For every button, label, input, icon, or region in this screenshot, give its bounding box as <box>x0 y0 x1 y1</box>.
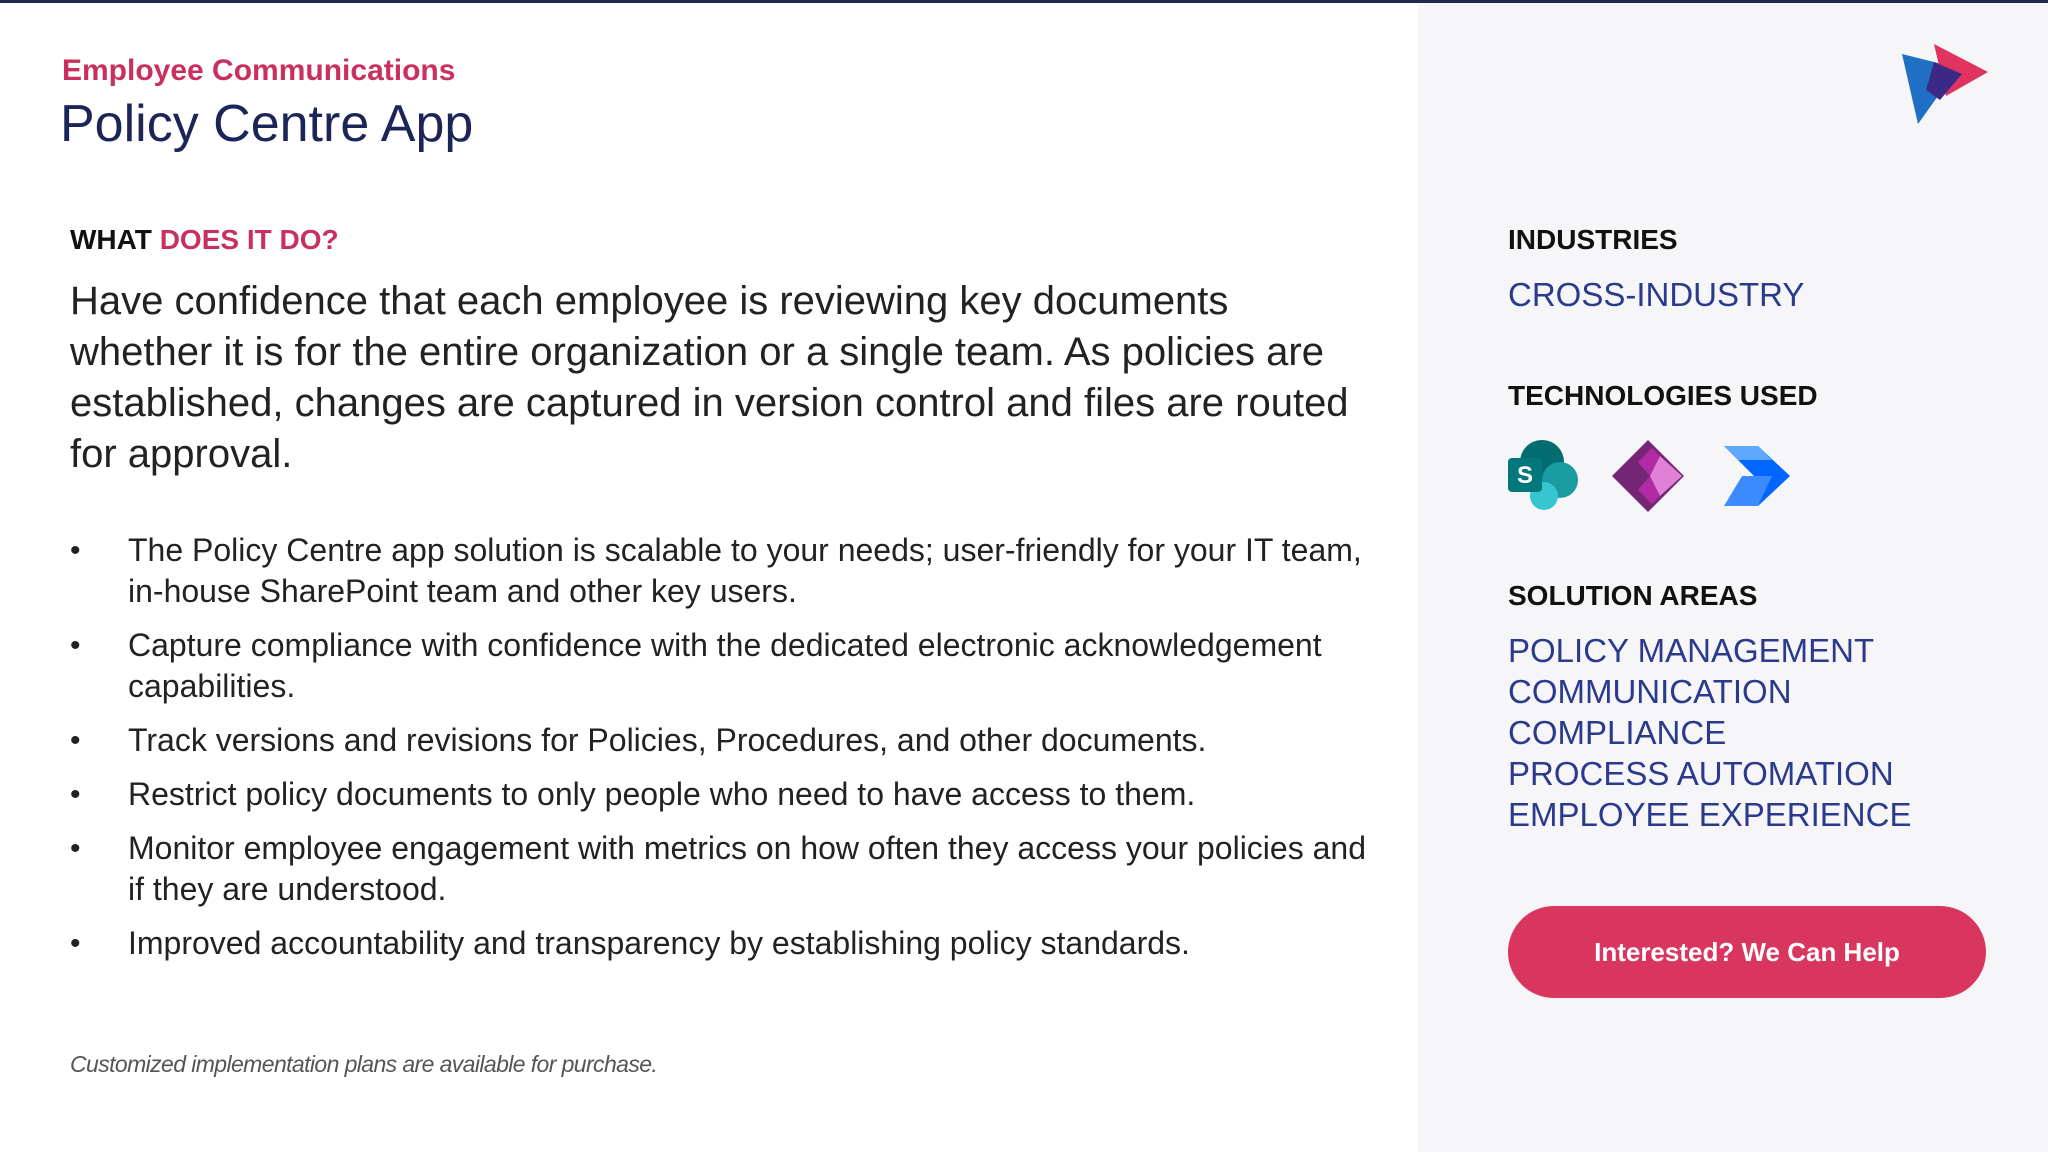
footnote: Customized implementation plans are available for purchase. <box>70 1051 658 1077</box>
technology-icons <box>1504 436 1804 516</box>
feature-text: Restrict policy documents to only people who need to have access to them. <box>128 776 1196 812</box>
bullet-dot: • <box>70 534 81 567</box>
what-heading <box>70 224 339 256</box>
company-logo-icon <box>1900 44 1990 126</box>
feature-list <box>70 530 1370 977</box>
feature-item <box>70 774 1370 815</box>
solution-area-item: EMPLOYEE EXPERIENCE <box>1508 796 1912 833</box>
bullet-dot: • <box>70 778 81 811</box>
feature-text: Improved accountability and transparency by establishing policy standards. <box>128 925 1190 961</box>
bullet-dot: • <box>70 629 81 662</box>
feature-text: Monitor employee engagement with metrics on how often they access your policies and if they are understood. <box>128 830 1366 907</box>
sharepoint-letter: S <box>1516 462 1534 489</box>
industries-value: CROSS-INDUSTRY <box>1508 276 1805 313</box>
what-heading-prefix: WHAT <box>70 224 160 255</box>
solution-area-item: POLICY MANAGEMENT <box>1508 632 1875 669</box>
bullet-dot: • <box>70 724 81 757</box>
feature-item <box>70 923 1370 964</box>
solution-area-item: COMMUNICATION <box>1508 673 1792 710</box>
feature-text: Track versions and revisions for Policies, Procedures, and other documents. <box>128 722 1207 758</box>
power-apps-icon <box>1612 436 1692 516</box>
what-heading-accent: DOES IT DO? <box>159 224 339 255</box>
page-title: Policy Centre App <box>60 95 474 153</box>
solution-area-item: COMPLIANCE <box>1508 714 1727 751</box>
sharepoint-icon <box>1504 436 1584 516</box>
page-subtitle: Employee Communications <box>62 54 456 87</box>
lead-paragraph: Have confidence that each employee is reviewing key documents whether it is for the entire organization or a single team. As policies are established, changes are captured in version control and files are routed for approval. <box>70 279 1349 476</box>
power-automate-icon <box>1714 436 1794 516</box>
bullet-dot: • <box>70 832 81 865</box>
feature-item <box>70 828 1370 910</box>
feature-text: Capture compliance with confidence with the dedicated electronic acknowledgement capabilities. <box>128 627 1322 704</box>
solution-area-item: PROCESS AUTOMATION <box>1508 755 1894 792</box>
technologies-heading: TECHNOLOGIES USED <box>1508 380 1818 411</box>
feature-text: The Policy Centre app solution is scalable to your needs; user-friendly for your IT team, in-house SharePoint team and other key users. <box>128 532 1362 609</box>
feature-item <box>70 530 1370 612</box>
bullet-dot: • <box>70 927 81 960</box>
contact-cta-button[interactable]: Interested? We Can Help <box>1508 906 1986 998</box>
feature-item <box>70 720 1370 761</box>
solution-areas-heading: SOLUTION AREAS <box>1508 580 1758 611</box>
industries-heading: INDUSTRIES <box>1508 224 1678 255</box>
feature-item <box>70 625 1370 707</box>
solution-areas-list <box>1508 630 1911 835</box>
